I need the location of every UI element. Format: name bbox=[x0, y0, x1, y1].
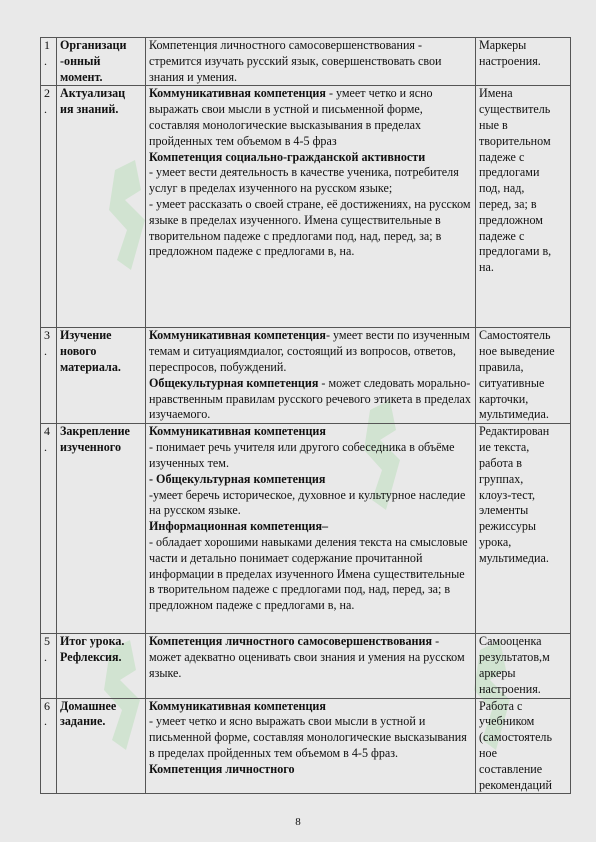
competence-text: -умеет беречь историческое, духовное и культурное наследие на русском языке. bbox=[149, 487, 466, 518]
lesson-stage: Организаци -онный момент. bbox=[57, 38, 146, 86]
competence-text: Компетенция личностного самосовершенствования - стремится изучать русский язык, совершенствовать свои знания и умения. bbox=[149, 38, 442, 84]
competence-cell bbox=[146, 698, 476, 794]
competence-title: Коммуникативная компетенция bbox=[149, 328, 326, 343]
competence-title: Компетенция личностного bbox=[149, 761, 295, 776]
lesson-stage: Итог урока. Рефлексия. bbox=[57, 634, 146, 698]
page-number: 8 bbox=[295, 816, 301, 828]
methods-cell: Имена существитель ные в творительном падеже с предлогами под, над, перед, за; в предложном падеже с предлогами в, на. bbox=[476, 86, 571, 328]
methods-cell: Самооценка результатов,м аркеры настроения. bbox=[476, 634, 571, 698]
lesson-stage: Актуализац ия знаний. bbox=[57, 86, 146, 328]
row-number: 5 . bbox=[41, 634, 57, 698]
lesson-plan-table bbox=[40, 37, 571, 794]
table-row bbox=[41, 38, 571, 86]
competence-cell bbox=[146, 38, 476, 86]
competence-cell bbox=[146, 634, 476, 698]
competence-title: Коммуникативная компетенция bbox=[149, 424, 326, 439]
competence-text: - обладает хорошими навыками деления текста на смысловые части и детально понимает содержание прочитанной информации в пределах изученного Имена существительные в творительном падеже с предлогами под, над, перед, за; в предложном падеже с предлогами в, на. bbox=[149, 534, 468, 613]
competence-cell bbox=[146, 424, 476, 634]
competence-title: Общекультурная компетенция bbox=[149, 375, 319, 390]
table-row bbox=[41, 698, 571, 794]
competence-text: - умеет четко и ясно выражать свои мысли в устной и письменной форме, составляя монологические высказывания в пределах пройденных тем объемом в 4-5 фраз. bbox=[149, 714, 467, 760]
table-row bbox=[41, 328, 571, 424]
lesson-stage: Изучение нового материала. bbox=[57, 328, 146, 424]
competence-text: - может адекватно оценивать свои знания и умения на русском языке. bbox=[149, 634, 465, 680]
competence-title: Компетенция социально-гражданской активности bbox=[149, 149, 426, 164]
competence-text: - умеет четко и ясно выражать свои мысли в устной и письменной форме, составляя монологические высказывания в пределах пройденных тем объемом в 4-5 фраз bbox=[149, 86, 433, 148]
competence-title: Информационная компетенция– bbox=[149, 519, 329, 534]
competence-title: Коммуникативная компетенция bbox=[149, 86, 326, 101]
table-row bbox=[41, 634, 571, 698]
row-number: 6 . bbox=[41, 698, 57, 794]
competence-text: - может следовать морально-нравственным правилам русского речевого этикета в пределах изучаемого. bbox=[149, 375, 471, 422]
competence-title: Компетенция личностного самосовершенствования bbox=[149, 634, 433, 649]
table-row bbox=[41, 86, 571, 328]
competence-text: - умеет рассказать о своей стране, её достижениях, на русском языке в пределах изученного. Имена существительные в творительном падеже с предлогами под, над, перед, за; в предложном падеже с предлогами в, на. bbox=[149, 196, 471, 259]
lesson-stage: Домашнее задание. bbox=[57, 698, 146, 794]
row-number: 1 . bbox=[41, 38, 57, 86]
competence-text: - понимает речь учителя или другого собеседника в объёме изученных тем. bbox=[149, 440, 455, 470]
methods-cell: Работа с учебником (самостоятель ное составление рекомендаций bbox=[476, 698, 571, 794]
competence-title: Коммуникативная компетенция bbox=[149, 698, 326, 713]
competence-text: - умеет вести по изученным темам и ситуациямдиалог, состоящий из вопросов, ответов, переспросов, побуждений. bbox=[149, 328, 470, 374]
lesson-stage: Закрепление изученного bbox=[57, 424, 146, 634]
methods-cell: Самостоятель ное выведение правила, ситуативные карточки, мультимедиа. bbox=[476, 328, 571, 424]
methods-cell: Редактирован ие текста, работа в группах, клоуз-тест, элементы режиссуры урока, мультимедиа. bbox=[476, 424, 571, 634]
methods-cell: Маркеры настроения. bbox=[476, 38, 571, 86]
competence-cell bbox=[146, 328, 476, 424]
row-number: 3 . bbox=[41, 328, 57, 424]
row-number: 4 . bbox=[41, 424, 57, 634]
row-number: 2 . bbox=[41, 86, 57, 328]
table-row bbox=[41, 424, 571, 634]
competence-title: - Общекультурная компетенция bbox=[149, 471, 326, 486]
competence-text: - умеет вести деятельность в качестве ученика, потребителя услуг в пределах изученного на русском языке; bbox=[149, 165, 459, 196]
competence-cell bbox=[146, 86, 476, 328]
